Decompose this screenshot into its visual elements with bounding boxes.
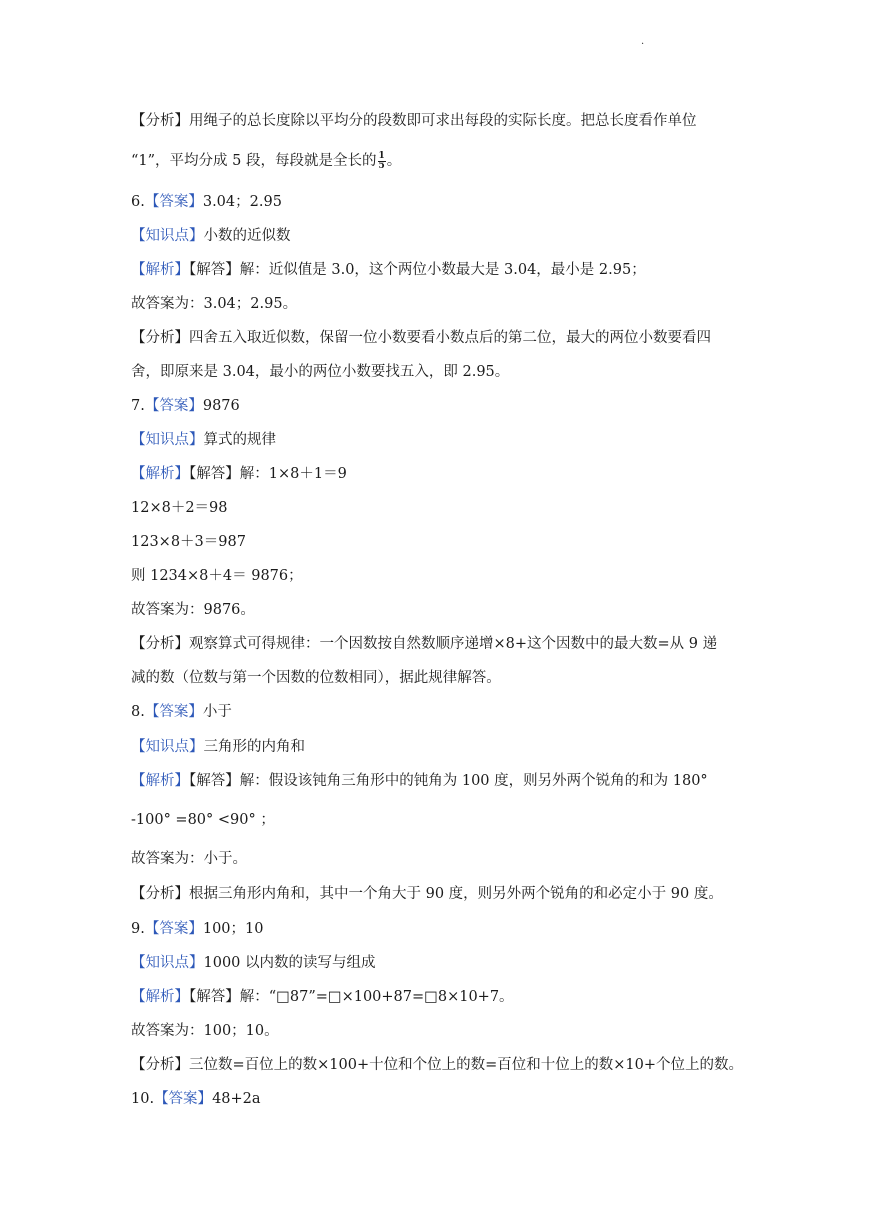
q7-step2-line: 12×8＋2＝98	[131, 500, 228, 516]
q9-answer-line: 9.【答案】100；10	[131, 921, 264, 937]
q7-step3-line: 123×8＋3＝987	[131, 534, 246, 550]
q7-analysis-line2: 减的数（位数与第一个因数的位数相同），据此规律解答。	[131, 670, 501, 686]
q9-knowledge-line: 【知识点】1000 以内数的读写与组成	[131, 955, 376, 971]
q7-knowledge-line: 【知识点】算式的规律	[131, 432, 276, 448]
q9-conclusion-line: 故答案为：100；10。	[131, 1023, 279, 1039]
q6-knowledge-line: 【知识点】小数的近似数	[131, 228, 291, 244]
q6-analysis-line2: 舍，即原来是 3.04，最小的两位小数要找五入，即 2.95。	[131, 364, 510, 380]
q8-knowledge-line: 【知识点】三角形的内角和	[131, 739, 305, 755]
q6-conclusion-line: 故答案为：3.04；2.95。	[131, 296, 298, 312]
q6-analysis-line1: 【分析】四舍五入取近似数，保留一位小数要看小数点后的第二位，最大的两位小数要看四	[131, 330, 711, 346]
q8-conclusion-line: 故答案为：小于。	[131, 851, 247, 867]
q7-answer-line: 7.【答案】9876	[131, 398, 240, 414]
q9-solution-line: 【解析】【解答】解：“□87”=□×100+87=□8×10+7。	[131, 989, 514, 1005]
q7-conclusion-line: 故答案为：9876。	[131, 602, 255, 618]
q5-analysis-line2: “1”，平均分成 5 段，每段就是全长的 $\frac{1}{5}$ 。	[131, 150, 402, 171]
q6-solution-line: 【解析】【解答】解：近似值是 3.0，这个两位小数最大是 3.04，最小是 2.95；	[131, 262, 646, 278]
q9-analysis-line: 【分析】三位数=百位上的数×100+十位和个位上的数=百位和十位上的数×10+个位上的数。	[131, 1057, 744, 1073]
fraction-one-fifth: $\frac{1}{5}$	[378, 150, 385, 171]
q7-solution-line: 【解析】【解答】解：1×8＋1＝9	[131, 466, 347, 482]
header-dot: .	[641, 36, 645, 47]
q8-analysis-line: 【分析】根据三角形内角和，其中一个角大于 90 度，则另外两个锐角的和必定小于 90 度。	[131, 886, 723, 902]
q8-solution-line1: 【解析】【解答】解：假设该钝角三角形中的钝角为 100 度，则另外两个锐角的和为 180°	[131, 773, 708, 789]
q6-answer-line: 6.【答案】3.04；2.95	[131, 194, 282, 210]
q7-step4-line: 则 1234×8＋4＝ 9876；	[131, 568, 303, 584]
q8-solution-line2: -100° =80° <90° ；	[131, 812, 275, 828]
q5-analysis-line1: 【分析】用绳子的总长度除以平均分的段数即可求出每段的实际长度。把总长度看作单位	[131, 113, 697, 129]
q7-analysis-line1: 【分析】观察算式可得规律：一个因数按自然数顺序递增×8+这个因数中的最大数=从 9 递	[131, 636, 718, 652]
q8-answer-line: 8.【答案】小于	[131, 704, 232, 720]
q10-answer-line: 10.【答案】48+2a	[131, 1091, 261, 1107]
